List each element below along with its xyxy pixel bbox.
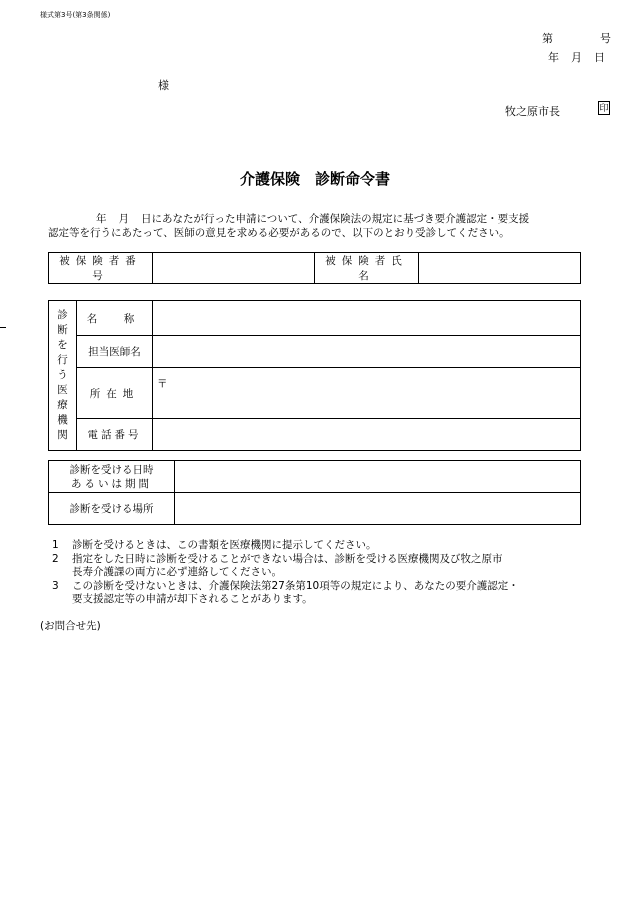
- date-day: 日: [594, 51, 605, 64]
- form-number: 様式第3号(第3条関係): [40, 11, 111, 19]
- note-item: 2 指定をした日時に診断を受けることができない場合は、診断を受ける医療機関及び牧之原市 長寿介護課の両方に必ず連絡してください。: [52, 552, 503, 578]
- postal-mark: 〒: [157, 378, 168, 390]
- intro-text-rest: 日にあなたが行った申請について、介護保険法の規定に基づき要介護認定・要支援: [141, 213, 530, 225]
- insured-number-label: 被保険者番号: [49, 253, 153, 284]
- note-item: 1 診断を受けるときは、この書類を医療機関に提示してください。: [52, 539, 377, 551]
- place-field[interactable]: [175, 493, 581, 525]
- margin-mark: [0, 327, 6, 328]
- place-label: 診断を受ける場所: [49, 493, 175, 525]
- note-item: 3 この診断を受けないときは、介護保険法第27条第10項等の規定により、あなたの要介護認定・ 要支援認定等の申請が却下されることがあります。: [52, 579, 519, 605]
- contact-label: (お問合せ先): [40, 620, 101, 632]
- document-title: 介護保険 診断命令書: [239, 170, 390, 188]
- issue-date: [548, 49, 605, 65]
- intro-line-1: [48, 212, 588, 226]
- seal-mark: 印: [598, 101, 610, 115]
- datetime-field[interactable]: [175, 461, 581, 493]
- phone-field[interactable]: [153, 419, 581, 451]
- institution-name-field[interactable]: [153, 301, 581, 336]
- doctor-name-label: 担当医師名: [77, 336, 153, 368]
- institution-name-label: 名 称: [77, 301, 153, 336]
- date-month: 月: [571, 51, 582, 64]
- address-field[interactable]: [153, 368, 581, 419]
- issuer-name: 牧之原市長: [505, 105, 560, 118]
- intro-line-2: 認定等を行うにあたって、医師の意見を求める必要があるので、以下のとおり受診してください。: [48, 227, 510, 239]
- intro-year: 年: [96, 213, 107, 225]
- document-number: [542, 30, 611, 46]
- insured-name-field[interactable]: [419, 253, 581, 284]
- intro-month: 月: [118, 213, 129, 225]
- schedule-table: [48, 460, 581, 525]
- doctor-name-field[interactable]: [153, 336, 581, 368]
- number-suffix: 号: [600, 32, 611, 45]
- datetime-label: 診断を受ける日時 あるいは期間: [49, 461, 175, 493]
- recipient-suffix: 様: [158, 79, 169, 92]
- address-label: 所在地: [77, 368, 153, 419]
- phone-label: 電話番号: [77, 419, 153, 451]
- intro-text: [48, 212, 588, 240]
- insured-number-field[interactable]: [153, 253, 315, 284]
- number-prefix: 第: [542, 32, 553, 45]
- insured-table: [48, 252, 581, 284]
- date-year: 年: [548, 51, 559, 64]
- insured-name-label: 被保険者氏名: [315, 253, 419, 284]
- institution-group-label: 診 断 を 行 う 医 療 機 関: [49, 301, 77, 451]
- institution-table: [48, 300, 581, 451]
- notes-list: [52, 539, 519, 607]
